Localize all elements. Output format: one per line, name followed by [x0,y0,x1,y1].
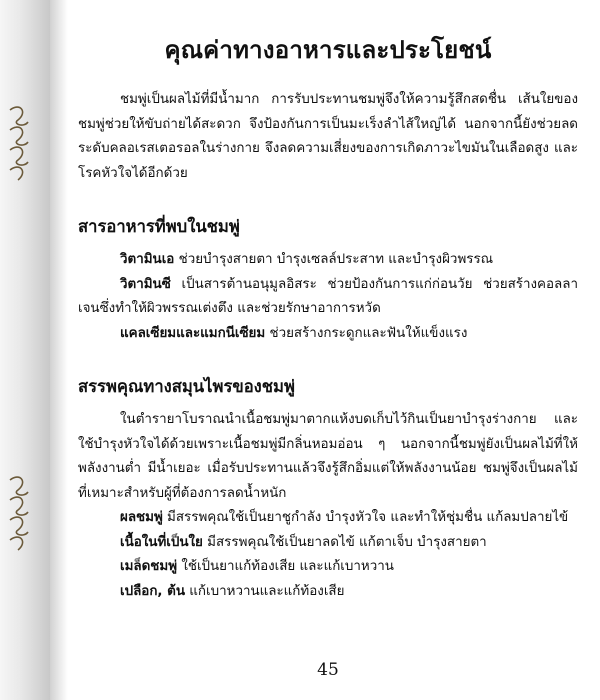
herbal-text: มีสรรพคุณใช้เป็นยาลดไข้ แก้ตาเจ็บ บำรุงสายตา [202,534,487,550]
nutrient-term: แคลเซียมและแมกนีเซียม [120,325,266,341]
page [78,0,578,700]
nutrient-item [78,273,578,322]
nutrient-text: ช่วยสร้างกระดูกและฟันให้แข็งแรง [265,325,468,341]
nutrients-section [78,214,578,346]
herbal-term: เปลือก, ต้น [120,583,186,599]
herbal-item [78,531,578,556]
nutrient-item [78,322,578,347]
herbal-text: แก้เบาหวานและแก้ท้องเสีย [185,583,345,599]
nutrient-text: ช่วยบำรุงสายตา บำรุงเซลล์ประสาท และบำรุงผิวพรรณ [174,252,494,267]
herbal-text: มีสรรพคุณใช้เป็นยาชูกำลัง บำรุงหัวใจ และทำให้ชุ่มชื่น แก้ลมปลายไข้ [162,510,569,525]
herbal-term: ผลชมพู่ [120,510,163,525]
herbal-section [78,374,578,604]
herbal-paragraph: ในตำรายาโบราณนำเนื้อชมพู่มาตากแห้งบดเก็บไว้กินเป็นยาบำรุงร่างกาย และใช้บำรุงหัวใจได้ด้วยเพราะเนื้อชมพู่มีกลิ่นหอมอ่อน ๆ นอกจากนี้ชมพู่ยังเป็นผลไม้ที่ให้พลังงานต่ำ มีน้ำเยอะ เมื่อรับประทานแล้วจึงรู้สึกอิ่มแต่ให้พลังงานน้อย ชมพู่จึงเป็นผลไม้ที่เหมาะสำหรับผู้ที่ต้องการลดน้ำหนัก [78,412,578,501]
page-title: คุณค่าทางอาหารและประโยชน์ [164,36,492,64]
nutrients-heading: สารอาหารที่พบในชมพู่ [78,217,240,236]
herbal-term: เมล็ดชมพู่ [120,559,178,574]
intro-paragraph: ชมพู่เป็นผลไม้ที่มีน้ำมาก การรับประทานชมพู่จึงให้ความรู้สึกสดชื่น เส้นใยของชมพู่ช่วยให้ขับถ่ายได้สะดวก จึงป้องกันการเป็นมะเร็งลำไส้ใหญ่ได้ นอกจากนี้ยังช่วยลดระดับคลอเรสเตอรอลในร่างกาย จึงลดความเสี่ยงของการเกิดภาวะไขมันในเลือดสูง และโรคหัวใจได้อีกด้วย [78,92,578,181]
herbal-item [78,555,578,580]
nutrient-term: วิตามินเอ [120,252,175,267]
herbal-heading: สรรพคุณทางสมุนไพรของชมพู่ [78,377,295,396]
nutrient-text: เป็นสารต้านอนุมูลอิสระ ช่วยป้องกันการแก่ก่อนวัย ช่วยสร้างคอลลาเจนซึ่งทำให้ผิวพรรณเต่งตึง และช่วยรักษาอาการหวัด [78,276,578,316]
page-number: 45 [317,660,339,680]
herbal-text: ใช้เป็นยาแก้ท้องเสีย และแก้เบาหวาน [177,559,394,574]
herbal-term: เนื้อในที่เป็นใย [120,534,203,550]
spine-shadow [50,0,68,700]
binding-ornament-bottom [6,472,34,552]
nutrient-term: วิตามินซี [120,276,171,292]
nutrient-item [78,248,578,273]
intro-section [78,88,578,186]
herbal-item [78,580,578,605]
herbal-item [78,506,578,531]
binding-ornament-top [6,102,34,182]
